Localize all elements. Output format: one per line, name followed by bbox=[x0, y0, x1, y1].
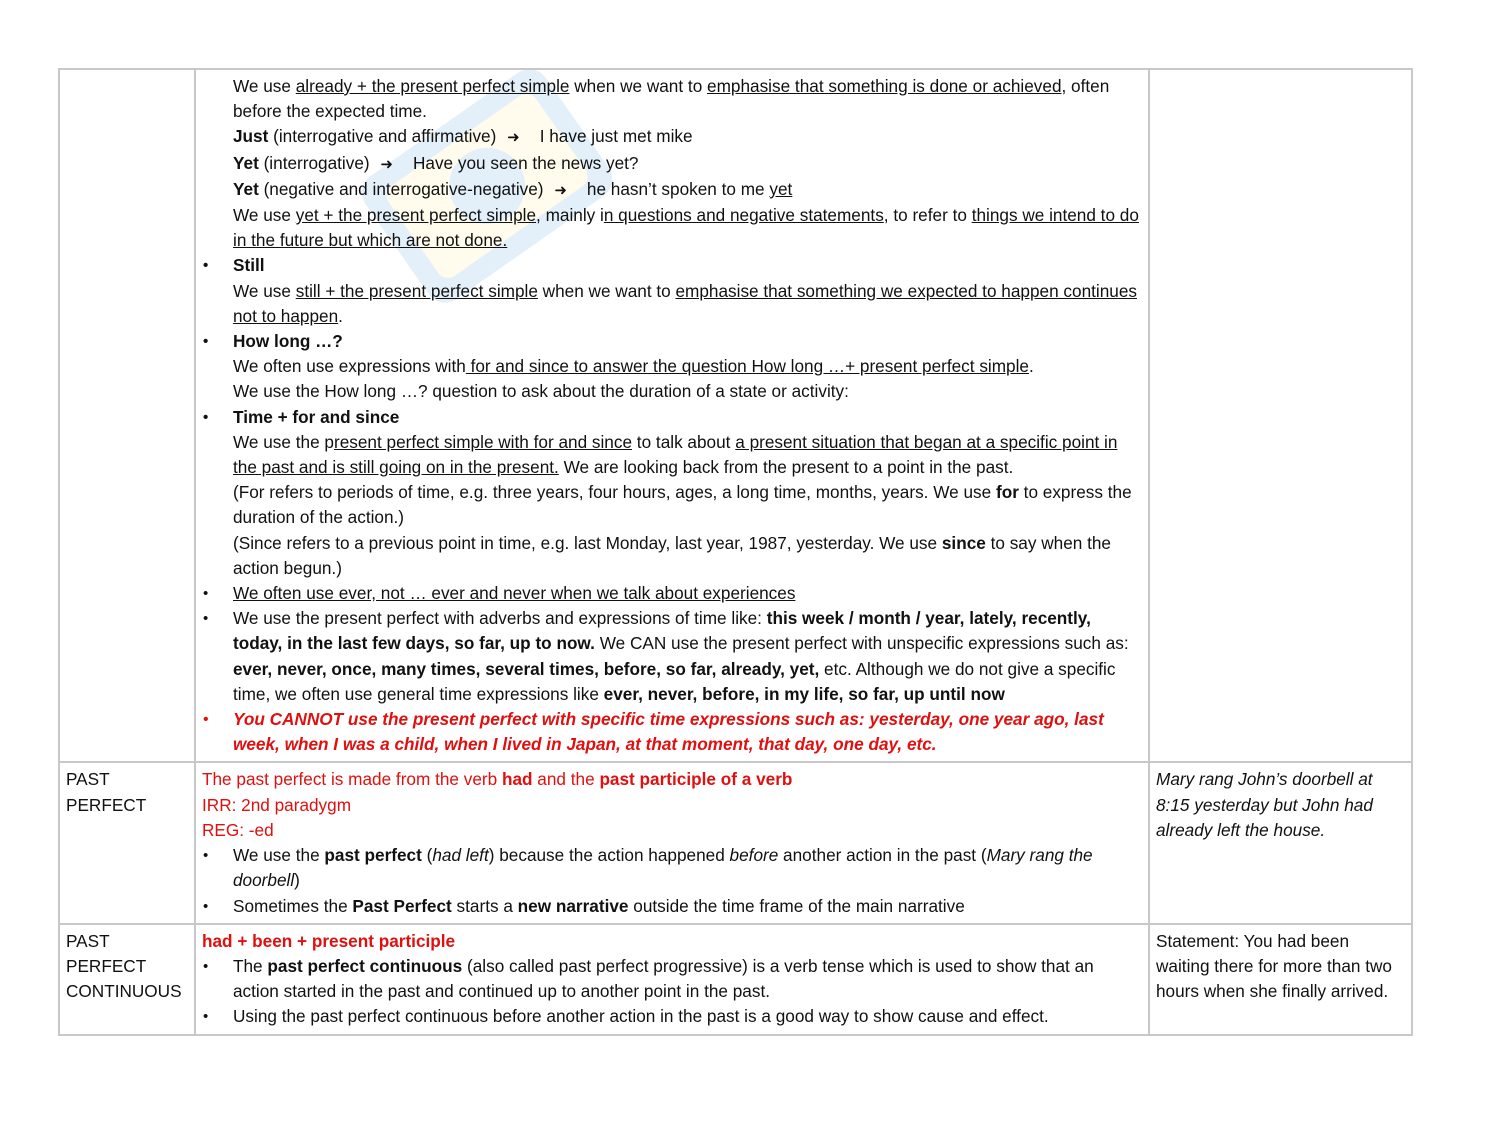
still-heading: • Still bbox=[202, 253, 1142, 278]
yet-use-rule: We use yet + the present perfect simple, mainly in questions and negative statements, to refer to things we intend to do in the future but which are not done. bbox=[233, 205, 1139, 251]
past-perfect-continuous-use-2: • Using the past perfect continuous before another action in the past is a good way to show cause and effect. bbox=[202, 1004, 1142, 1029]
since-note: (Since refers to a previous point in time, e.g. last Monday, last year, 1987, yesterday. We use since to say when the action begun.) bbox=[233, 532, 1111, 578]
yet-negative-rule: Yet (negative and interrogative-negative) ➜ he hasn’t spoken to me yet bbox=[202, 177, 1142, 203]
past-perfect-example: Mary rang John’s doorbell at 8:15 yesterday but John had already left the house. bbox=[1156, 769, 1373, 840]
past-perfect-continuous-form: had + been + present participle bbox=[202, 930, 456, 951]
past-perfect-reg: REG: -ed bbox=[202, 819, 274, 840]
cannot-rule: • You CANNOT use the present perfect with specific time expressions such as: yesterday, one year ago, last week, when I was a child, when I lived in Japan, at that moment, that day, one day, etc. bbox=[202, 707, 1142, 757]
row-label-past-perfect: PAST PERFECT bbox=[59, 762, 195, 923]
rules-cell bbox=[195, 762, 1149, 923]
past-perfect-form: The past perfect is made from the verb had and the past participle of a verb bbox=[202, 769, 793, 790]
past-perfect-use-2: • Sometimes the Past Perfect starts a new narrative outside the time frame of the main narrative bbox=[202, 894, 1142, 919]
past-perfect-continuous-example: Statement: You had been waiting there for more than two hours when she finally arrived. bbox=[1156, 930, 1392, 1002]
past-perfect-use-1: • We use the past perfect (had left) because the action happened before another action in the past (Mary rang the doorbell) bbox=[202, 843, 1142, 893]
how-long-rule-2: We use the How long …? question to ask about the duration of a state or activity: bbox=[233, 381, 849, 402]
example-cell bbox=[1149, 762, 1412, 923]
table-row-present-perfect bbox=[59, 69, 1412, 762]
rules-cell bbox=[195, 69, 1149, 762]
time-for-since-heading: • Time + for and since bbox=[202, 405, 1142, 430]
row-label-past-perfect-continuous: PAST PERFECT CONTINUOUS bbox=[59, 924, 195, 1035]
ever-rule: • We often use ever, not … ever and never when we talk about experiences bbox=[202, 581, 1142, 606]
arrow-right-icon: ➜ bbox=[554, 181, 567, 199]
already-rule: We use already + the present perfect simple when we want to emphasise that something is done or achieved, often before the expected time. bbox=[233, 76, 1110, 122]
example-cell bbox=[1149, 69, 1412, 762]
for-note: (For refers to periods of time, e.g. three years, four hours, ages, a long time, months, years. We use for to express the duration of the action.) bbox=[233, 482, 1132, 528]
example-cell bbox=[1149, 924, 1412, 1035]
time-for-since-rule: We use the present perfect simple with for and since to talk about a present situation that began at a specific point in the past and is still going on in the present. We are looking back from the present to a point in the past. bbox=[233, 431, 1118, 478]
grammar-table bbox=[58, 68, 1413, 1036]
past-perfect-continuous-use-1: • The past perfect continuous (also called past perfect progressive) is a verb tense which is used to show that an action started in the past and continued up to another point in the past. bbox=[202, 954, 1142, 1004]
past-perfect-irr: IRR: 2nd paradygm bbox=[202, 794, 352, 815]
table-row-past-perfect-continuous bbox=[59, 924, 1412, 1035]
still-rule: We use still + the present perfect simple when we want to emphasise that something we expected to happen continues not to happen. bbox=[233, 280, 1137, 326]
arrow-right-icon: ➜ bbox=[380, 155, 393, 173]
arrow-right-icon: ➜ bbox=[507, 129, 520, 147]
how-long-heading: • How long …? bbox=[202, 329, 1142, 354]
just-rule: Just (interrogative and affirmative) ➜ I have just met mike bbox=[202, 124, 1142, 150]
adverbs-rule: • We use the present perfect with adverbs and expressions of time like: this week / month / year, lately, recently, today, in the last few days, so far, up to now. We CAN use the present perfect with unspecific expressions such as: ever, never, once, many times, several times, before, so far, already, yet, etc. Although we do not give a specific time, we often use general time expressions like ever, never, before, in my life, so far, up until now bbox=[202, 606, 1142, 707]
row-label-cell bbox=[59, 69, 195, 762]
yet-interrogative-rule: Yet (interrogative) ➜ Have you seen the news yet? bbox=[202, 151, 1142, 177]
table-row-past-perfect bbox=[59, 762, 1412, 923]
how-long-rule: We often use expressions with for and since to answer the question How long …+ present perfect simple. bbox=[233, 356, 1034, 377]
rules-cell bbox=[195, 924, 1149, 1035]
